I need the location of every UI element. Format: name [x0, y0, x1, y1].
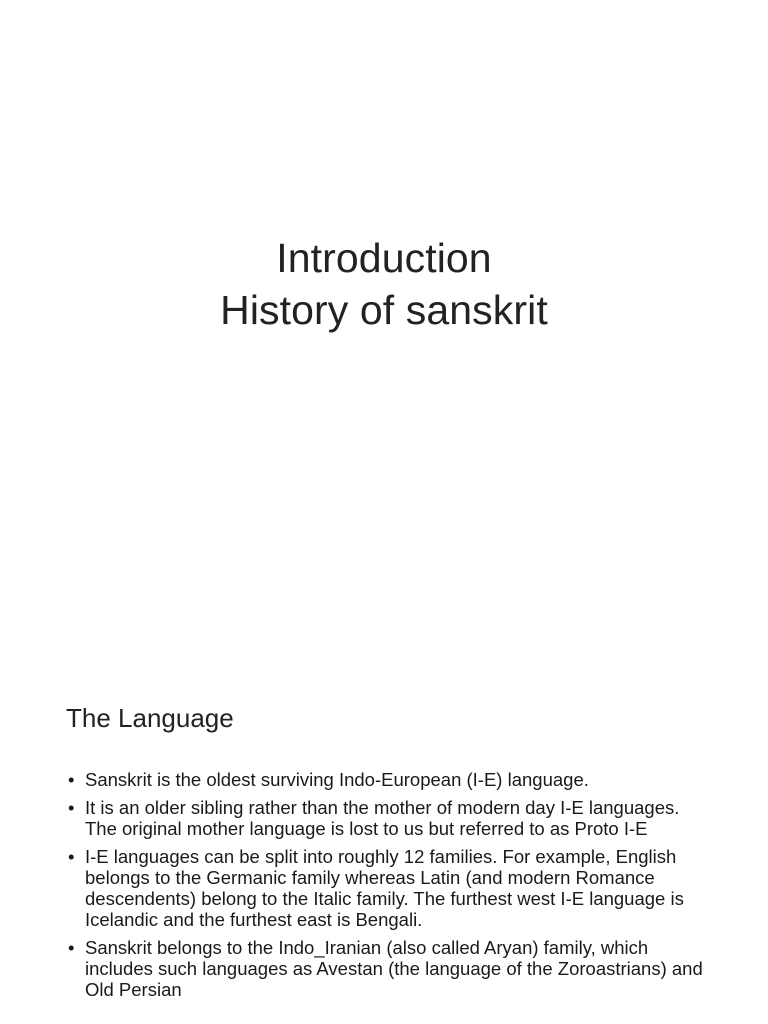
slide-title: [0, 232, 768, 336]
bullet-text: Sanskrit is the oldest surviving Indo-European (I-E) language.: [85, 769, 589, 790]
bullet-text: Sanskrit belongs to the Indo_Iranian (also called Aryan) family, which includes such languages as Avestan (the language of the Zoroastrians) and Old Persian: [85, 937, 703, 1000]
bullet-icon: •: [68, 769, 75, 790]
title-line-introduction: Introduction: [276, 235, 492, 281]
bullet-item: [68, 769, 708, 790]
bullet-list: [68, 769, 708, 1007]
bullet-icon: •: [68, 797, 75, 818]
bullet-item: [68, 846, 708, 930]
bullet-text: It is an older sibling rather than the mother of modern day I-E languages. The original mother language is lost to us but referred to as Proto I-E: [85, 797, 680, 839]
title-line-history: History of sanskrit: [220, 287, 548, 333]
bullet-text: I-E languages can be split into roughly 12 families. For example, English belongs to the Germanic family whereas Latin (and modern Romance descendents) belong to the Italic family. The furthest west I-E language is Icelandic and the furthest east is Bengali.: [85, 846, 684, 930]
content-slide: [0, 664, 768, 1024]
bullet-item: [68, 797, 708, 839]
slide-heading: The Language: [66, 703, 234, 733]
bullet-icon: •: [68, 846, 75, 867]
bullet-icon: •: [68, 937, 75, 958]
bullet-item: [68, 937, 708, 1000]
